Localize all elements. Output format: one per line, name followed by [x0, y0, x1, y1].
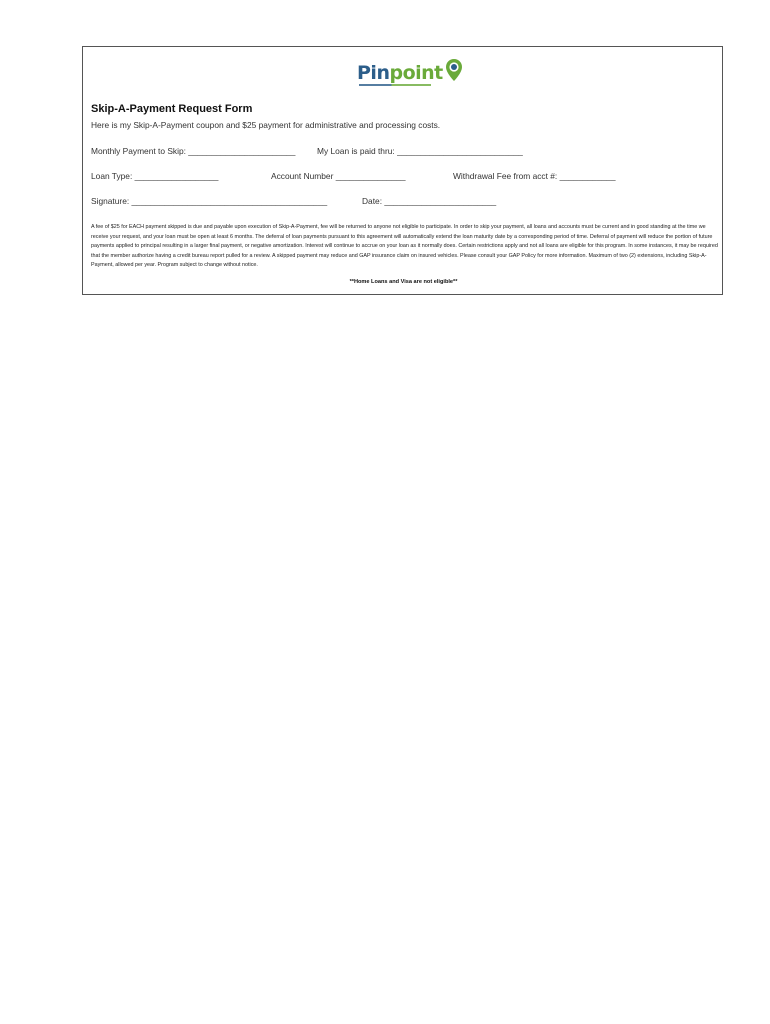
form-subtitle: Here is my Skip-A-Payment coupon and $25 payment for administrative and processing costs. [91, 120, 441, 130]
loan-paid-thru-field[interactable]: My Loan is paid thru: ___________________________ [317, 146, 523, 156]
logo-text-pin: Pin [357, 61, 390, 84]
logo-wordmark [357, 61, 443, 84]
logo-underline [359, 84, 431, 86]
terms-text: A fee of $25 for EACH payment skipped is due and payable upon execution of Skip-A-Payment, fee will be returned to anyone not eligible to participate. In order to skip your payment, all loans and accounts must be current and in good standing at the time we receive your request, and your loan must be open at least 6 months. The deferral of loan payments pursuant to this agreement will automatically extend the loan maturity date by a corresponding period of time. Deferral of payment will reduce the portion of future payments applied to principal resulting in a larger final payment, or negative amortization. Interest will continue to accrue on your loan as it normally does. Certain restrictions apply and not all loans are eligible for this program. In some instances, it may be required that the member authorize having a credit bureau report pulled for a review. A skipped payment may reduce and GAP insurance claim on insured vehicles. Please consult your GAP Policy for more information. Maximum of two (2) extensions, including Skip-A-Payment, allowed per year. Program subject to change without notice. [91, 224, 718, 269]
date-field[interactable]: Date: ________________________ [362, 196, 497, 206]
eligibility-note: **Home Loans and Visa are not eligible** [349, 279, 458, 285]
map-pin-icon [445, 58, 463, 87]
account-number-field[interactable]: Account Number _______________ [271, 171, 406, 181]
logo-text-point: point [389, 61, 443, 84]
pinpoint-logo [357, 57, 463, 89]
signature-field[interactable]: Signature: __________________________________________ [91, 196, 328, 206]
withdrawal-fee-field[interactable]: Withdrawal Fee from acct #: ____________ [453, 171, 616, 181]
skip-a-payment-form [82, 46, 723, 295]
monthly-payment-field[interactable]: Monthly Payment to Skip: _______________________ [91, 146, 296, 156]
loan-type-field[interactable]: Loan Type: __________________ [91, 171, 219, 181]
form-title: Skip-A-Payment Request Form [91, 103, 253, 115]
